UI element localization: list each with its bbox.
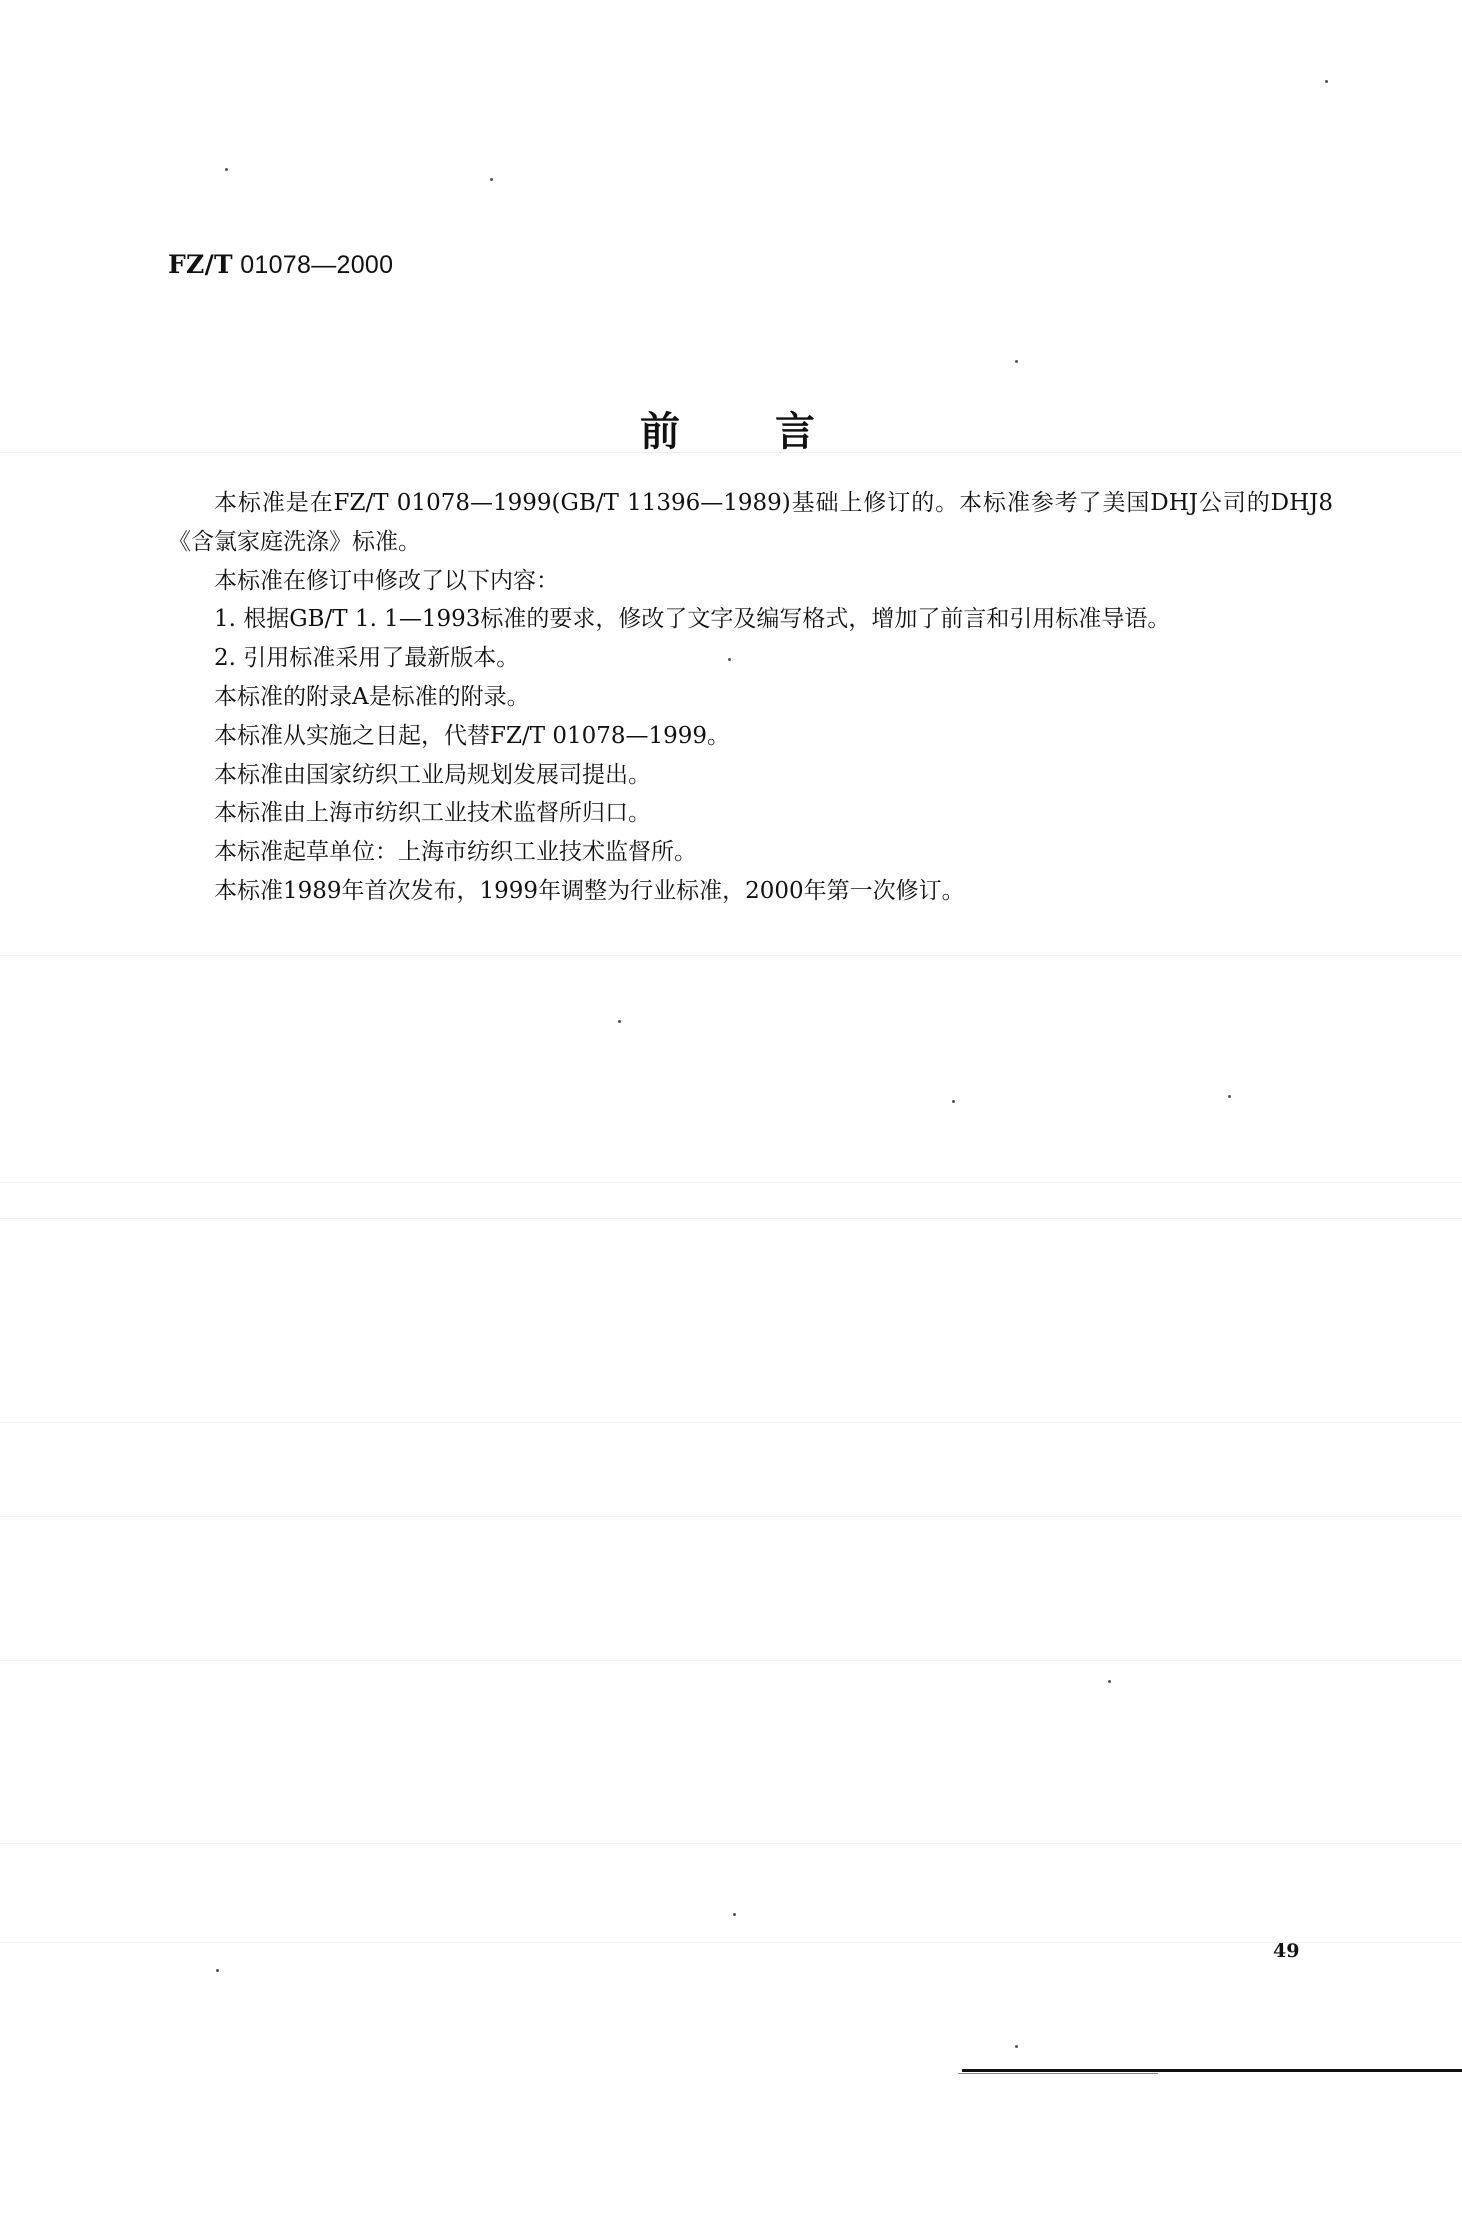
scan-speck bbox=[1015, 360, 1018, 363]
paragraph: 本标准1989年首次发布，1999年调整为行业标准，2000年第一次修订。 bbox=[214, 877, 965, 904]
scan-speck bbox=[216, 1969, 219, 1972]
scan-speck bbox=[1108, 1680, 1111, 1683]
footer-rule bbox=[962, 2069, 1462, 2072]
scan-speck bbox=[618, 1020, 621, 1023]
scan-speck bbox=[225, 168, 228, 171]
paragraph: 本标准由上海市纺织工业技术监督所归口。 bbox=[214, 800, 651, 827]
paragraph: 本标准在修订中修改了以下内容： bbox=[214, 567, 559, 594]
scan-line bbox=[0, 1218, 1462, 1219]
page-title: 前言 bbox=[640, 408, 910, 455]
scan-speck bbox=[1228, 1095, 1231, 1098]
scan-line bbox=[0, 1660, 1462, 1661]
foreword-body bbox=[168, 484, 1333, 911]
paragraph: 本标准是在FZ/T 01078—1999(GB/T 11396—1989)基础上修订的。本标准参考了美国DHJ公司的DHJ8《含氯家庭洗涤》标准。 bbox=[168, 490, 1333, 555]
scan-speck bbox=[1015, 2045, 1018, 2048]
scan-line bbox=[0, 1516, 1462, 1517]
paragraph: 本标准从实施之日起，代替FZ/T 01078—1999。 bbox=[214, 722, 731, 749]
paragraph: 1. 根据GB/T 1. 1—1993标准的要求，修改了文字及编写格式，增加了前言和引用标准导语。 bbox=[214, 606, 1171, 633]
scan-line bbox=[0, 1843, 1462, 1844]
standard-number bbox=[168, 250, 393, 280]
scan-speck bbox=[490, 178, 493, 181]
scan-speck bbox=[1325, 80, 1328, 83]
paragraph: 本标准的附录A是标准的附录。 bbox=[214, 683, 530, 710]
standard-code: 01078—2000 bbox=[240, 251, 394, 279]
footer-rule-thin bbox=[958, 2073, 1158, 2074]
scan-line bbox=[0, 1182, 1462, 1183]
paragraph: 本标准由国家纺织工业局规划发展司提出。 bbox=[214, 761, 651, 788]
paragraph: 本标准起草单位：上海市纺织工业技术监督所。 bbox=[214, 839, 697, 866]
scan-line bbox=[0, 1422, 1462, 1423]
scan-line bbox=[0, 955, 1462, 956]
scan-speck bbox=[733, 1913, 736, 1916]
page-number: 49 bbox=[1273, 1940, 1300, 1962]
paragraph: 2. 引用标准采用了最新版本。 bbox=[214, 645, 520, 672]
standard-prefix: FZ/T bbox=[168, 250, 233, 279]
scan-speck bbox=[952, 1100, 955, 1103]
scan-line bbox=[0, 1942, 1462, 1943]
